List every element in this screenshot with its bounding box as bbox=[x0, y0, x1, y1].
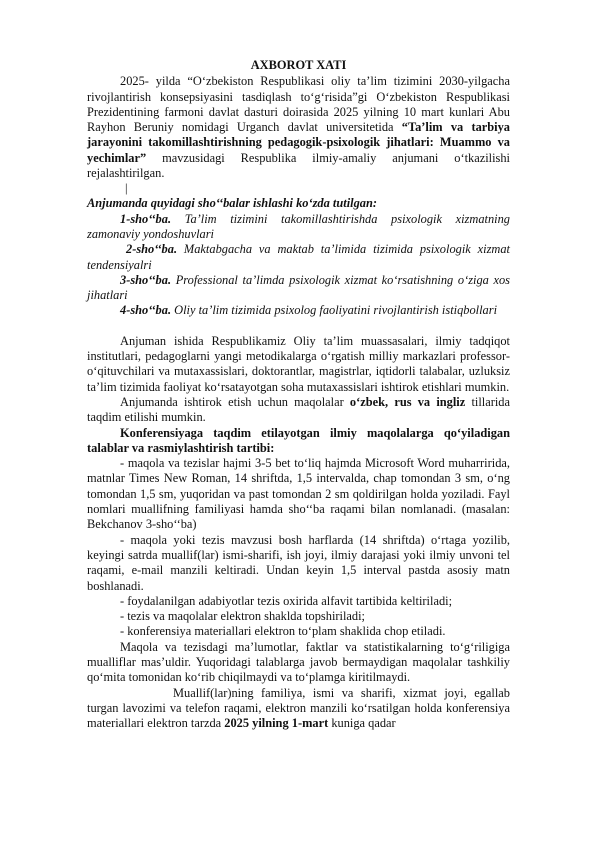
submission-text-end: kuniga qadar bbox=[328, 716, 396, 731]
spacer bbox=[87, 319, 510, 334]
section-item bbox=[87, 212, 510, 243]
section-label: 4-sho‘‘ba. bbox=[120, 303, 172, 318]
submission-text: Muallif(lar)ning familiya, ismi va sharifi, xizmat joyi, egallab turgan lavozimi va telefon raqami, elektron manzili ko‘rsatilgan holda konferensiya materiallari elektron tarzda bbox=[87, 685, 510, 731]
requirement-item: - maqola yoki tezis mavzusi bosh harflarda (14 shriftda) o‘rtaga yozilib, keyingi satrda muallif(lar) ismi-sharifi, ish joyi, ilmiy darajasi yoki ilmiy unvoni tel raqami, e-mail manzili keltiradi. Undan keyin 1,5 interval pastda asosiy matn boshlanadi. bbox=[87, 532, 510, 593]
sections-heading: Anjumanda quyidagi sho‘‘balar ishlashi ko‘zda tutilgan: bbox=[87, 196, 377, 211]
text-cursor-mark: | bbox=[125, 181, 128, 196]
requirement-item: - maqola va tezislar hajmi 3-5 bet to‘liq hajmda Microsoft Word muharririda, matnlar Times New Roman, 14 shriftda, 1,5 intervalda, chap tomondan 3 sm, o‘ng tomondan 1,5 sm, yuqoridan va past tomondan 2 sm qoldirilgan holda yoziladi. Fayl nomlari muallifning familiyasi hamda sho‘‘ba raqami bilan nomlanadi. (masalan: Bekchanov 3-sho‘‘ba) bbox=[87, 456, 510, 532]
intro-paragraph bbox=[87, 74, 510, 181]
section-label: 3-sho‘‘ba. bbox=[120, 272, 172, 287]
languages-text-end: tillarida taqdim etilishi mumkin. bbox=[87, 394, 510, 425]
submission-paragraph bbox=[87, 686, 510, 732]
intro-text: 2025- yilda “O‘zbekiston Respublikasi oliy ta’lim tizimini 2030-yilgacha rivojlantirish konsepsiyasini tasdiqlash to‘g‘risida”gi O‘zbekiston Respublikasi Prezidentining farmoni davlat dasturi doirasida 2025 yilning 10 mart kunlari Abu Rayhon Beruniy nomidagi Urganch davlat universitetida bbox=[87, 74, 510, 135]
responsibility-paragraph: Maqola va tezisdagi ma’lumotlar, faktlar va statistikalarning to‘g‘riligiga mualliflar mas’uldir. Yuqoridagi talablarga javob bermaydigan maqolalar tashkiliy qo‘mita tomonidan ko‘rib chiqilmaydi va to‘plamga kiritilmaydi. bbox=[87, 639, 510, 685]
section-item bbox=[87, 273, 510, 304]
section-item bbox=[87, 303, 510, 318]
submission-deadline: 2025 yilning 1-mart bbox=[224, 716, 329, 731]
section-text: Maktabgacha va maktab ta’limida tizimida psixologik xizmat tendensiyalri bbox=[87, 242, 510, 272]
requirement-item: - konferensiya materiallari elektron to‘plam shaklida chop etiladi. bbox=[120, 624, 446, 639]
languages-paragraph bbox=[87, 395, 510, 426]
intro-text-end: mavzusidagi Respublika ilmiy-amaliy anjumani o‘tkazilishi rejalashtirilgan. bbox=[87, 150, 510, 181]
languages-list: o‘zbek, rus va ingliz bbox=[349, 394, 466, 409]
page-title: AXBOROT XATI bbox=[250, 58, 347, 72]
requirements-heading: Konferensiyaga taqdim etilayotgan ilmiy maqolalarga qo‘yiladigan talablar va rasmiylashtirish tartibi: bbox=[87, 425, 510, 455]
requirement-item: - foydalanilgan adabiyotlar tezis oxirida alfavit tartibida keltiriladi; bbox=[120, 593, 453, 608]
section-label: 1-sho‘‘ba. bbox=[120, 211, 172, 226]
languages-text: Anjumanda ishtirok etish uchun maqolalar bbox=[120, 394, 350, 409]
requirement-item: - tezis va maqolalar elektron shaklda topshiriladi; bbox=[120, 609, 365, 624]
conference-theme: “Ta’lim va tarbiya jarayonini takomillashtirishning pedagogik-psixologik jihatlari: Muammo va yechimlar” bbox=[87, 120, 510, 165]
section-label: 2-sho‘‘ba. bbox=[126, 242, 178, 257]
participants-paragraph: Anjuman ishida Respublikamiz Oliy ta’lim muassasalari, ilmiy tadqiqot institutlari, pedagoglarni yangi metodikalarga o‘rgatish milliy markazlari professor-o‘qituvchilari va mutaxassislari, doktorantlar, magistrlar, iqtidorli talabalar, uzluksiz ta’lim tizimida faoliyat ko‘rsatayotgan soha mutaxassislari ishtirok etishlari mumkin. bbox=[87, 333, 510, 394]
section-item bbox=[87, 242, 510, 273]
section-text: Ta’lim tizimini takomillashtirishda psixologik xizmatning zamonaviy yondoshuvlari bbox=[87, 211, 510, 241]
section-text: Professional ta’limda psixologik xizmat ko‘rsatishning o‘ziga xos jihatlari bbox=[87, 272, 510, 303]
section-text: Oliy ta’lim tizimida psixolog faoliyatini rivojlantirish istiqbollari bbox=[171, 303, 498, 318]
